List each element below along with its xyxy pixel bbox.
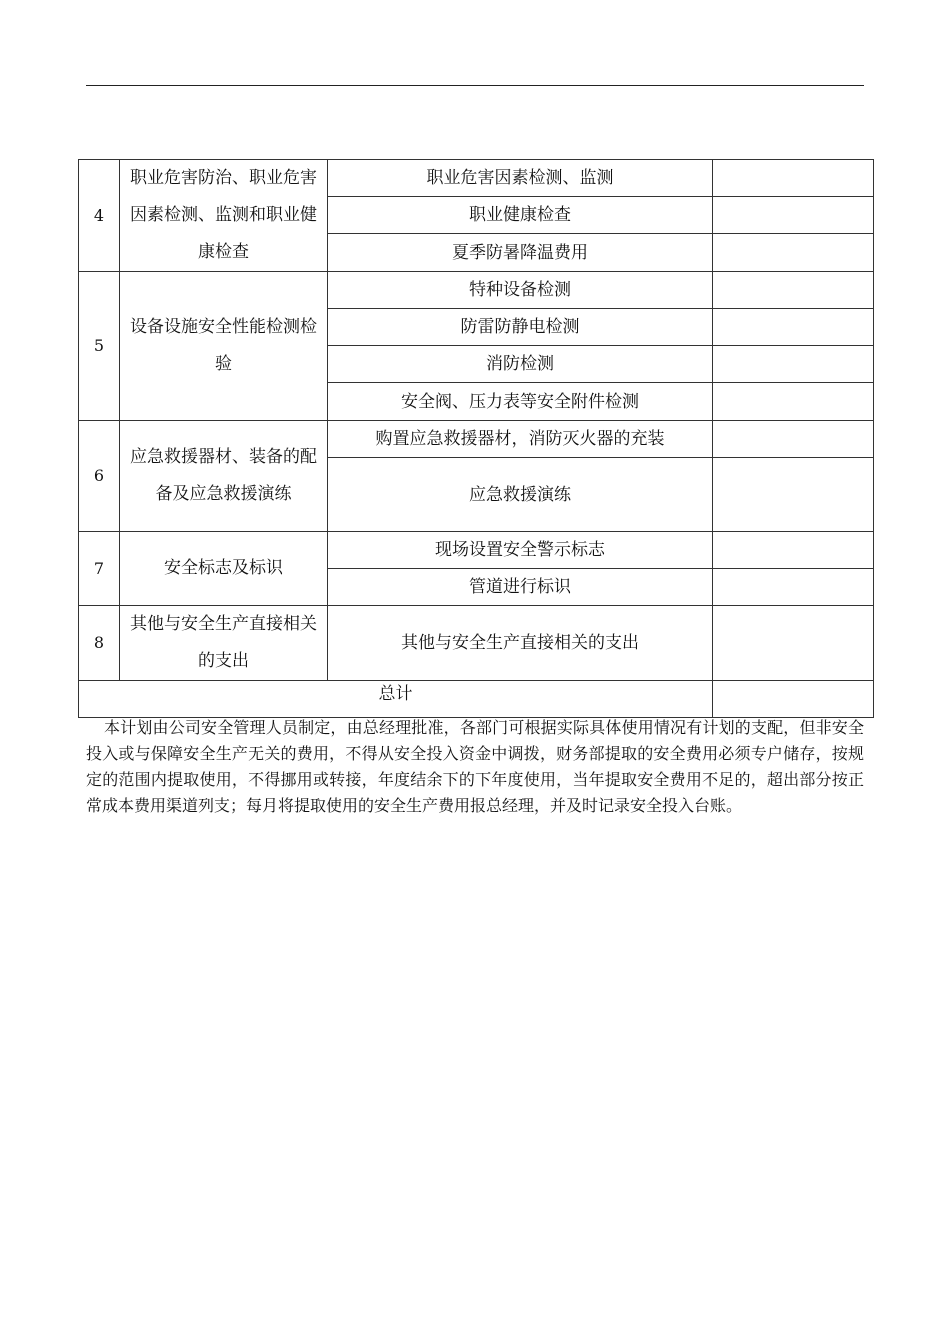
item-cell: 夏季防暑降温费用	[328, 234, 713, 272]
item-cell: 购置应急救援器材，消防灭火器的充装	[328, 421, 713, 458]
item-cell: 安全阀、压力表等安全附件检测	[328, 383, 713, 421]
item-cell: 其他与安全生产直接相关的支出	[328, 606, 713, 681]
table-row	[79, 272, 874, 309]
item-cell: 防雷防静电检测	[328, 309, 713, 346]
item-cell: 职业健康检查	[328, 197, 713, 234]
item-cell: 消防检测	[328, 346, 713, 383]
category-cell: 安全标志及标识	[120, 532, 328, 606]
table-row	[79, 532, 874, 569]
category-cell: 设备设施安全性能检测检验	[120, 272, 328, 421]
row-number: 5	[79, 272, 120, 421]
table-row	[79, 421, 874, 458]
amount-cell	[713, 383, 874, 421]
table-row	[79, 160, 874, 197]
amount-cell	[713, 569, 874, 606]
amount-cell	[713, 458, 874, 532]
safety-budget-table	[78, 159, 874, 718]
header-rule	[86, 85, 864, 86]
amount-cell	[713, 309, 874, 346]
plan-note-paragraph: 本计划由公司安全管理人员制定，由总经理批准，各部门可根据实际具体使用情况有计划的支配，但非安全投入或与保障安全生产无关的费用，不得从安全投入资金中调拨，财务部提取的安全费用必须专户储存，按规定的范围内提取使用，不得挪用或转接，年度结余下的下年度使用，当年提取安全费用不足的，超出部分按正常成本费用渠道列支；每月将提取使用的安全生产费用报总经理，并及时记录安全投入台账。	[86, 718, 864, 815]
row-number: 6	[79, 421, 120, 532]
amount-cell	[713, 421, 874, 458]
item-cell: 现场设置安全警示标志	[328, 532, 713, 569]
amount-cell	[713, 272, 874, 309]
row-number: 4	[79, 160, 120, 272]
item-cell: 职业危害因素检测、监测	[328, 160, 713, 197]
item-cell: 管道进行标识	[328, 569, 713, 606]
amount-cell	[713, 197, 874, 234]
amount-cell	[713, 346, 874, 383]
amount-cell	[713, 160, 874, 197]
total-amount-cell	[713, 681, 874, 718]
total-label: 总计	[79, 681, 713, 718]
row-number: 7	[79, 532, 120, 606]
table-row	[79, 606, 874, 681]
category-cell: 职业危害防治、职业危害因素检测、监测和职业健康检查	[120, 160, 328, 272]
item-cell: 特种设备检测	[328, 272, 713, 309]
amount-cell	[713, 234, 874, 272]
item-cell: 应急救援演练	[328, 458, 713, 532]
category-cell: 其他与安全生产直接相关的支出	[120, 606, 328, 681]
total-row	[79, 681, 874, 718]
amount-cell	[713, 606, 874, 681]
amount-cell	[713, 532, 874, 569]
category-cell: 应急救援器材、装备的配备及应急救援演练	[120, 421, 328, 532]
row-number: 8	[79, 606, 120, 681]
